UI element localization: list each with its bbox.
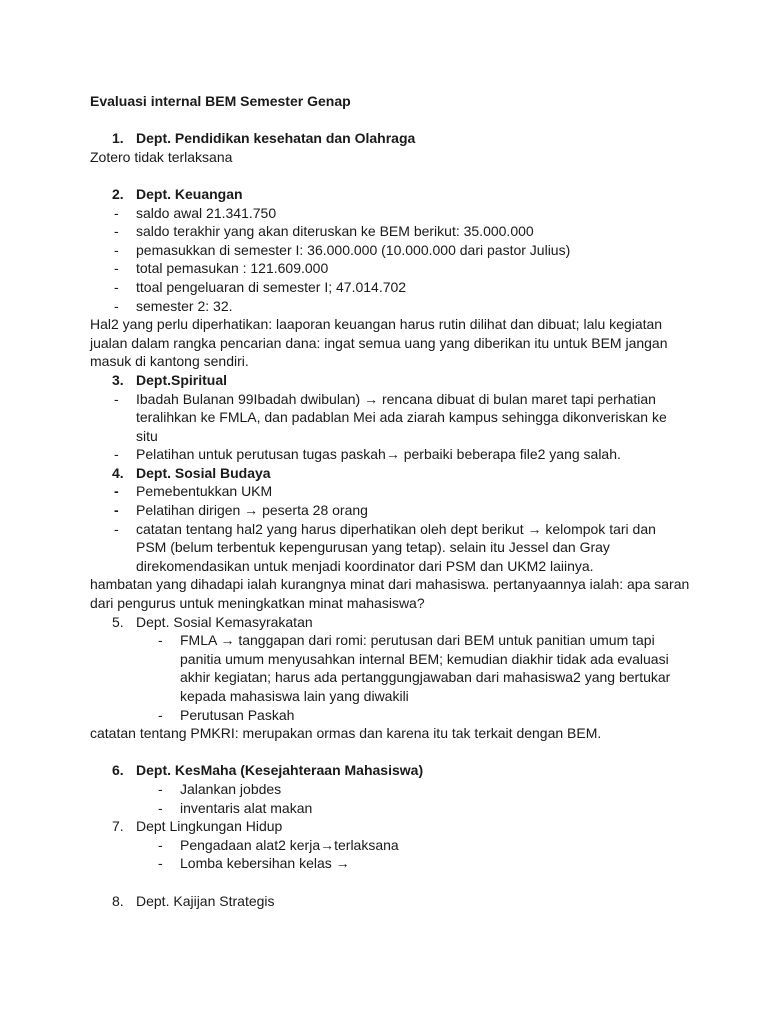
section-heading-3: 3. Dept.Spiritual: [112, 371, 228, 388]
list-item: - Jalankan jobdes: [158, 780, 282, 797]
document-page: [90, 92, 690, 910]
section-note-2: Hal2 yang perlu diperhatikan: laaporan keuangan harus rutin dilihat dan dibuat; lalu kegiatan jualan dalam rangka pencarian dana: ingat semua uang yang diberikan itu untuk BEM jangan masuk di kantong sendiri.: [90, 316, 668, 370]
section-heading-6: 6. Dept. KesMaha (Kesejahteraan Mahasiswa): [112, 762, 424, 779]
section-heading-1: 1. Dept. Pendidikan kesehatan dan Olahraga: [112, 130, 416, 147]
section-note-1: Zotero tidak terlaksana: [90, 148, 233, 165]
list-item: - Pelatihan untuk perutusan tugas paskah→ perbaiki beberapa file2 yang salah.: [114, 446, 621, 463]
section-note-5: catatan tentang PMKRI: merupakan ormas dan karena itu tak terkait dengan BEM.: [90, 725, 602, 742]
section-list-7: [90, 836, 690, 873]
list-item: - Pelatihan dirigen → peserta 28 orang: [114, 502, 368, 519]
list-item: - Pengadaan alat2 kerja→terlaksana: [158, 836, 399, 853]
section-heading-5: 5. Dept. Sosial Kemasyrakatan: [112, 613, 313, 630]
list-item: - Pemebentukkan UKM: [114, 483, 273, 500]
list-item: - total pemasukan : 121.609.000: [114, 260, 329, 277]
section-list-2: [90, 204, 690, 316]
section-note-4: hambatan yang dihadapi ialah kurangnya minat dari mahasiswa. pertanyaannya ialah: apa saran dari pengurus untuk meningkatkan minat mahasiswa?: [90, 576, 690, 612]
list-item: - FMLA → tanggapan dari romi: perutusan dari BEM untuk panitian umum tapi panitia umum menyusahkan internal BEM; kemudian diakhir tidak ada evaluasi akhir kegiatan; harus ada pertanggungjawaban dari mahasiswa2 yang bertukar kepada mahasiswa lain yang diwakili: [158, 632, 671, 704]
section-heading-7: 7. Dept Lingkungan Hidup: [112, 818, 283, 835]
section-list-6: [90, 780, 690, 817]
list-item: - saldo awal 21.341.750: [114, 204, 277, 221]
list-item: - semester 2: 32.: [114, 297, 233, 314]
list-item: - pemasukkan di semester I: 36.000.000 (10.000.000 dari pastor Julius): [114, 241, 571, 258]
list-item: - Lomba kebersihan kelas →: [158, 855, 350, 872]
document-title: Evaluasi internal BEM Semester Genap: [90, 93, 351, 109]
section-list-3: [90, 390, 690, 464]
section-heading-2: 2. Dept. Keuangan: [112, 185, 243, 202]
section-heading-8: 8. Dept. Kajijan Strategis: [112, 892, 275, 909]
section-heading-4: 4. Dept. Sosial Budaya: [112, 464, 271, 481]
list-item: - catatan tentang hal2 yang harus diperhatikan oleh dept berikut → kelompok tari dan PSM (belum terbentuk kepengurusan yang tetap). selain itu Jessel dan Gray direkomendasikan untuk menjadi koordinator dari PSM dan UKM2 laiinya.: [114, 520, 656, 574]
list-item: - ttoal pengeluaran di semester I; 47.014.702: [114, 278, 407, 295]
section-list-4: [90, 482, 690, 575]
list-item: - saldo terakhir yang akan diteruskan ke BEM berikut: 35.000.000: [114, 223, 534, 240]
section-list-5: [90, 631, 690, 724]
list-item: - inventaris alat makan: [158, 799, 313, 816]
list-item: - Perutusan Paskah: [158, 706, 295, 723]
list-item: - Ibadah Bulanan 99Ibadah dwibulan) → rencana dibuat di bulan maret tapi perhatian teralihkan ke FMLA, dan padablan Mei ada ziarah kampus sehingga dikonveriskan ke situ: [114, 390, 667, 444]
